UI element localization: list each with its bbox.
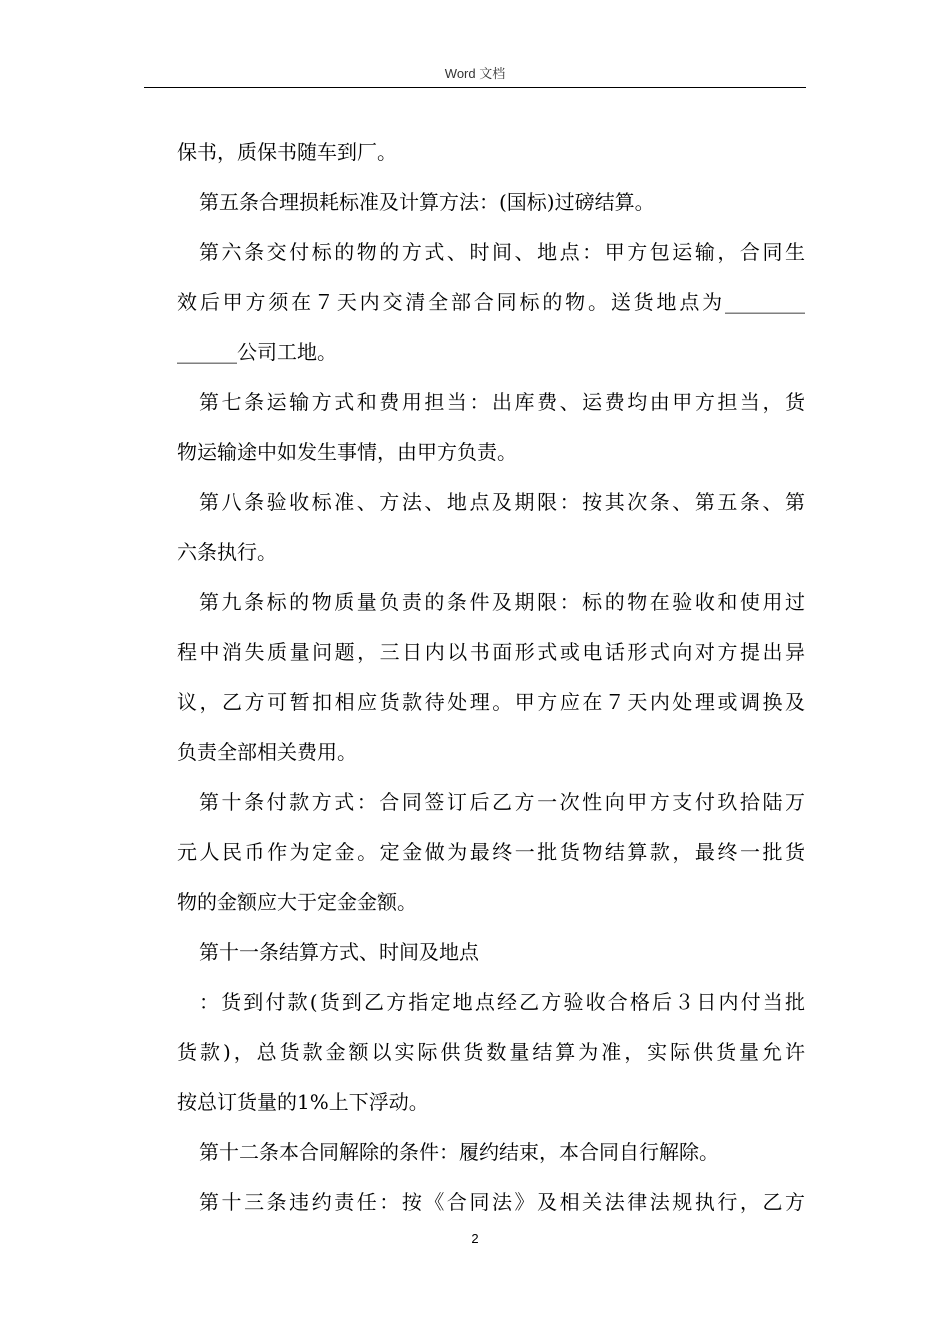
text-line: ：货到付款(货到乙方指定地点经乙方验收合格后３日内付当批 xyxy=(199,990,805,1014)
text-line: ______公司工地。 xyxy=(177,340,337,364)
text-line: 物运输途中如发生事情，由甲方负责。 xyxy=(177,440,517,464)
text-line: 六条执行。 xyxy=(177,540,277,564)
document-header-title: Word 文档 xyxy=(444,66,506,81)
text-line: 议，乙方可暂扣相应货款待处理。甲方应在７天内处理或调换及 xyxy=(177,690,805,714)
text-line: 第六条交付标的物的方式、时间、地点：甲方包运输，合同生 xyxy=(199,240,805,264)
text-line: 货款)，总货款金额以实际供货数量结算为准，实际供货量允许 xyxy=(177,1040,805,1064)
text-line: 保书，质保书随车到厂。 xyxy=(177,140,397,164)
text-line: 元人民币作为定金。定金做为最终一批货物结算款，最终一批货 xyxy=(177,840,805,864)
text-line: 第五条合理损耗标准及计算方法：(国标)过磅结算。 xyxy=(199,190,655,214)
text-line: 第十一条结算方式、时间及地点 xyxy=(199,940,479,964)
page-number: 2 xyxy=(471,1231,479,1246)
text-line: 按总订货量的1%上下浮动。 xyxy=(177,1090,429,1114)
text-line: 第十条付款方式：合同签订后乙方一次性向甲方支付玖拾陆万 xyxy=(199,790,805,814)
text-line: 第七条运输方式和费用担当：出库费、运费均由甲方担当，货 xyxy=(199,390,805,414)
text-line: 效后甲方须在７天内交清全部合同标的物。送货地点为________ xyxy=(177,290,805,314)
text-line: 第九条标的物质量负责的条件及期限：标的物在验收和使用过 xyxy=(199,590,805,614)
text-line: 第八条验收标准、方法、地点及期限：按其次条、第五条、第 xyxy=(199,490,805,514)
text-line: 物的金额应大于定金金额。 xyxy=(177,890,417,914)
text-line: 程中消失质量问题，三日内以书面形式或电话形式向对方提出异 xyxy=(177,640,805,664)
header-divider xyxy=(144,87,806,88)
text-line: 负责全部相关费用。 xyxy=(177,740,357,764)
document-body xyxy=(177,127,805,1227)
text-line: 第十三条违约责任：按《合同法》及相关法律法规执行，乙方 xyxy=(199,1190,805,1214)
text-line: 第十二条本合同解除的条件：履约结束，本合同自行解除。 xyxy=(199,1140,719,1164)
